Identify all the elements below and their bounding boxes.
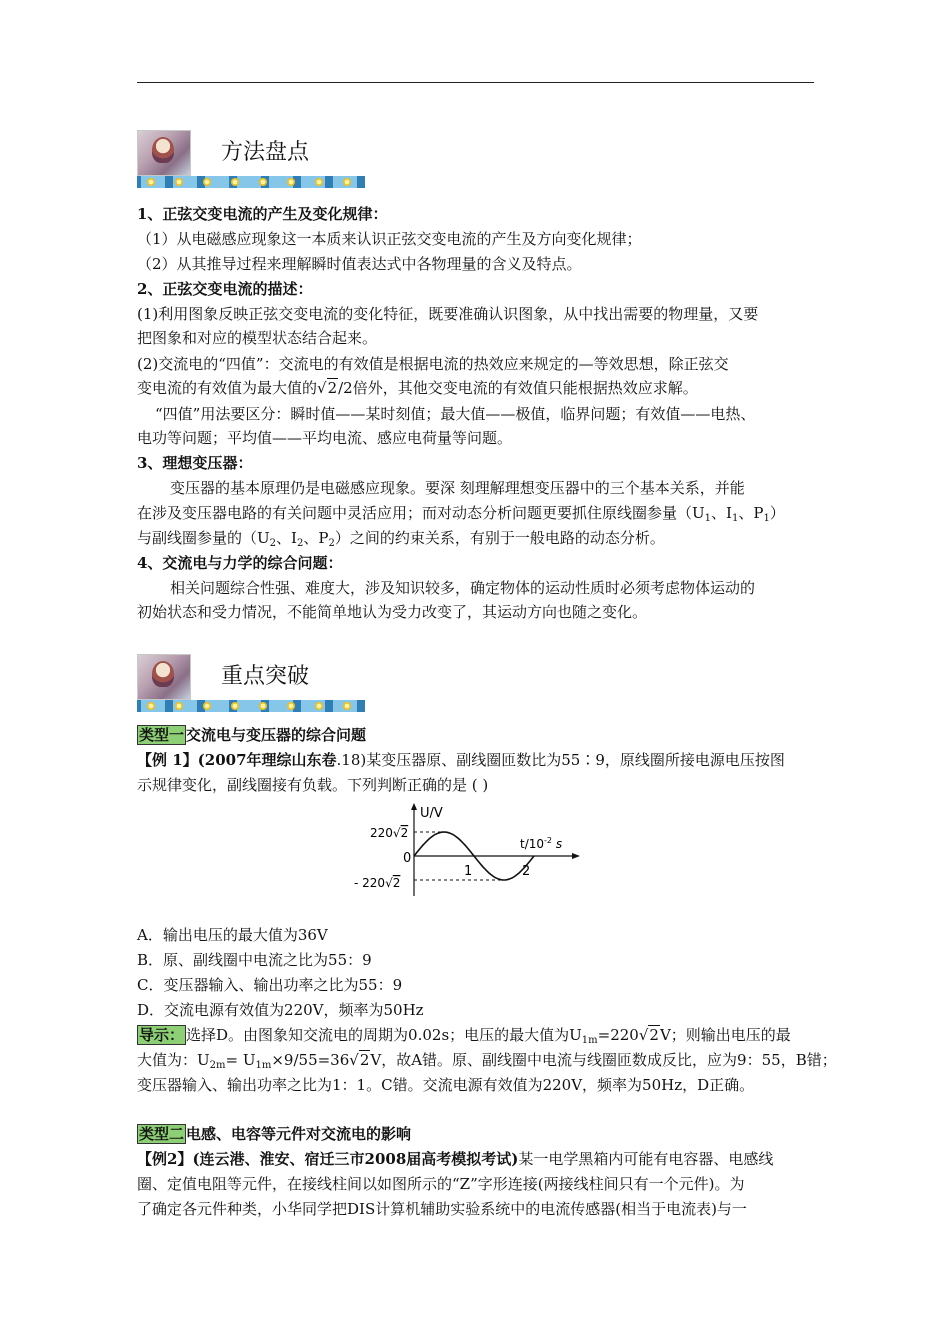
section-banner-key: [137, 654, 367, 714]
text-line: （1）从电磁感应现象这一本质来认识正弦交变电流的产生及方向变化规律；: [137, 230, 642, 248]
heading-3: 3、理想变压器：: [137, 454, 253, 472]
option-d: D．交流电源有效值为220V，频率为50Hz: [137, 1001, 424, 1019]
banner-decorative-strip: [137, 700, 365, 712]
x-axis-label: $t/10^{-2}$ s: [520, 836, 563, 851]
example-line: 【例2】(连云港、淮安、宿迁三市2008届高考模拟考试)某一电学黑箱内可能有电容器、电感线: [137, 1150, 774, 1168]
heading-4: 4、交流电与力学的综合问题：: [137, 554, 343, 572]
text-line: “四值”用法要区分：瞬时值——某时刻值；最大值——极值，临界问题；有效值——电热、: [155, 405, 756, 423]
text-line: (2)交流电的“四值”：交流电的有效值是根据电流的热效应来规定的—等效思想，除正弦交: [137, 355, 729, 373]
guide-tag: 导示：: [139, 1026, 185, 1044]
type-tag: 类型一: [139, 726, 185, 744]
top-rule: [137, 82, 814, 83]
type2-heading: 类型二 电感、电容等元件对交流电的影响: [139, 1125, 412, 1143]
heading-1: 1、正弦交变电流的产生及变化规律：: [137, 205, 388, 223]
heading-2: 2、正弦交变电流的描述：: [137, 280, 313, 298]
guide-line: 大值为：$U_{2m}= U_{1m}\times 9/55=36√2V$，故A错。原、副线圈中电流与线圈匝数成反比，应为9：55，B错；: [137, 1051, 837, 1071]
example-line: 示规律变化，副线圈接有负载。下列判断正确的是 ( ): [137, 776, 489, 794]
option-c: C．变压器输入、输出功率之比为55：9: [137, 976, 403, 994]
y-axis-label: U/V: [420, 806, 443, 821]
x-tick-label: 2: [522, 864, 531, 879]
text-line: 电功等问题；平均值——平均电流、感应电荷量等问题。: [137, 429, 513, 447]
text-line: （2）从其推导过程来理解瞬时值表达式中各物理量的含义及特点。: [137, 255, 582, 273]
type1-heading: 类型一 交流电与变压器的综合问题: [139, 726, 367, 744]
sqrt-expression: √2: [317, 379, 338, 397]
section-title: 方法盘点: [221, 140, 310, 165]
example-line: 【例 1】(2007年理综山东卷.18)某变压器原、副线圈匝数比为55∶9，原线圈所接电源电压按图: [137, 751, 785, 769]
text-line: (1)利用图象反映正弦交变电流的变化特征，既要准确认识图象，从中找出需要的物理量，又要: [137, 305, 759, 323]
text-line: 相关问题综合性强、难度大，涉及知识较多，确定物体的运动性质时必须考虑物体运动的: [170, 579, 756, 597]
example-line: 圈、定值电阻等元件，在接线柱间以如图所示的“Z”字形连接(两接线柱间只有一个元件)。为: [137, 1175, 745, 1193]
text-line: 与副线圈参量的（$U_2$、$I_2$、$P_2$）之间的约束关系，有别于一般电路的动态分析。: [137, 529, 665, 549]
option-b: B．原、副线圈中电流之比为55：9: [137, 951, 372, 969]
text-line: 把图象和对应的模型状态结合起来。: [137, 329, 378, 347]
text-line: 变压器的基本原理仍是电磁感应现象。要深 刻理解理想变压器中的三个基本关系，并能: [170, 479, 745, 497]
type-tag: 类型二: [139, 1125, 185, 1143]
text-line: 初始状态和受力情况，不能简单地认为受力改变了，其运动方向也随之变化。: [137, 603, 648, 621]
banner-decorative-strip: [137, 176, 365, 188]
voltage-chart: [352, 800, 582, 900]
option-a: A．输出电压的最大值为36V: [137, 926, 328, 944]
x-axis-arrow: [572, 853, 580, 859]
x-tick-label: 1: [464, 864, 473, 879]
text-line: 在涉及变压器电路的有关问题中灵活应用；而对动态分析问题更要抓住原线圈参量（$U_1$、$I_1$、$P_1$）: [137, 504, 785, 524]
ymax-label: 220√2: [370, 826, 409, 840]
ymin-label: - 220√2: [354, 876, 401, 890]
section-banner-method: [137, 130, 367, 190]
example-line: 了确定各元件种类，小华同学把DIS计算机辅助实验系统中的电流传感器(相当于电流表)与一: [137, 1200, 747, 1218]
y-axis-arrow: [411, 803, 417, 810]
guide-line: 变压器输入、输出功率之比为1：1。C错。交流电源有效值为220V，频率为50Hz，D正确。: [137, 1076, 755, 1094]
section-title: 重点突破: [221, 664, 310, 689]
origin-label: 0: [403, 851, 412, 866]
text-line: 变电流的有效值为最大值的√2/2倍外，其他交变电流的有效值只能根据热效应求解。: [137, 379, 698, 397]
banner-image: [137, 654, 191, 700]
guide-line: 导示： 选择D。由图象知交流电的周期为0.02s；电压的最大值为$U_{1m}=220√2V$；则输出电压的最: [139, 1026, 791, 1046]
banner-image: [137, 130, 191, 176]
